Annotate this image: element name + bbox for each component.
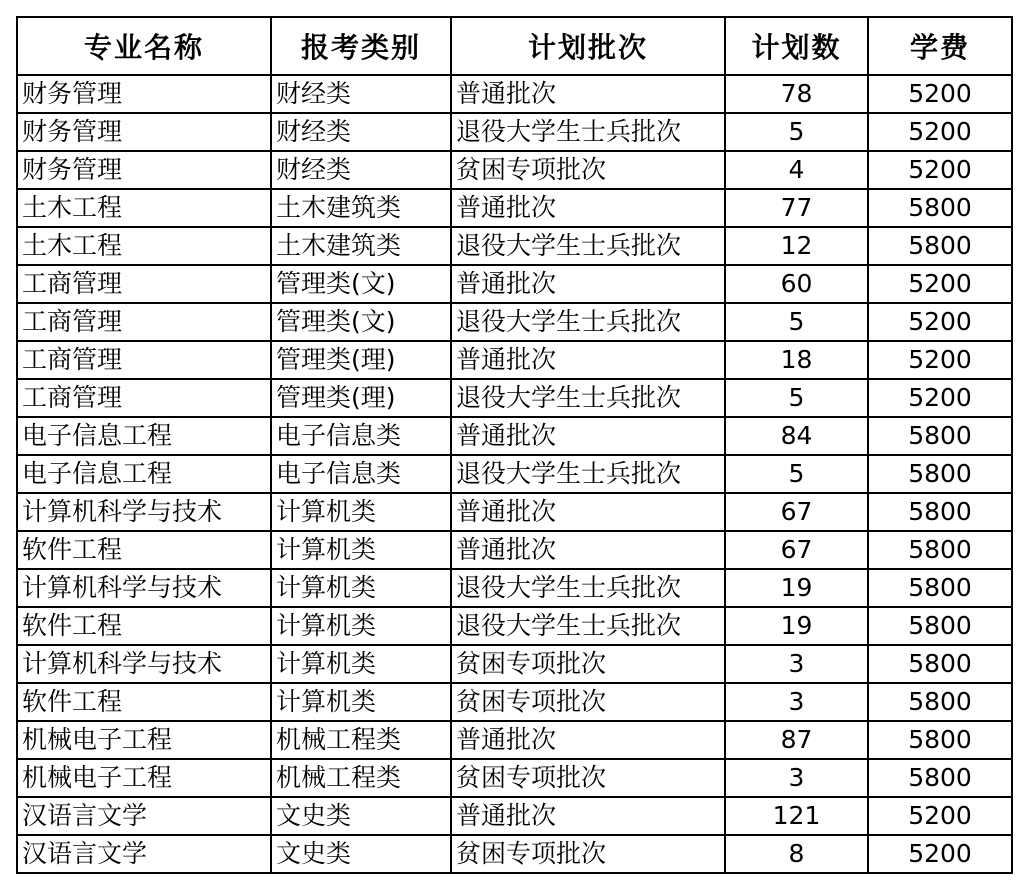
plan-count-cell: 87 <box>725 721 868 759</box>
tuition-cell: 5200 <box>868 265 1012 303</box>
header-row <box>17 17 1012 75</box>
table-row <box>17 113 1012 151</box>
plan-count-cell: 4 <box>725 151 868 189</box>
tuition-cell: 5800 <box>868 189 1012 227</box>
tuition-cell: 5800 <box>868 759 1012 797</box>
table-body <box>17 75 1012 873</box>
table-row <box>17 721 1012 759</box>
tuition-cell: 5800 <box>868 227 1012 265</box>
tuition-cell: 5800 <box>868 455 1012 493</box>
tuition-cell: 5200 <box>868 303 1012 341</box>
major-name-cell: 软件工程 <box>17 607 271 645</box>
table-row <box>17 303 1012 341</box>
tuition-cell: 5800 <box>868 531 1012 569</box>
major-name-cell: 计算机科学与技术 <box>17 493 271 531</box>
table-row <box>17 417 1012 455</box>
major-name-cell: 电子信息工程 <box>17 455 271 493</box>
plan-batch-cell: 退役大学生士兵批次 <box>451 607 725 645</box>
major-name-cell: 土木工程 <box>17 189 271 227</box>
plan-count-cell: 67 <box>725 493 868 531</box>
exam-category-cell: 计算机类 <box>271 531 451 569</box>
tuition-cell: 5800 <box>868 417 1012 455</box>
major-name-cell: 工商管理 <box>17 341 271 379</box>
major-name-cell: 机械电子工程 <box>17 721 271 759</box>
plan-batch-cell: 普通批次 <box>451 493 725 531</box>
plan-count-cell: 84 <box>725 417 868 455</box>
plan-batch-cell: 普通批次 <box>451 265 725 303</box>
plan-batch-cell: 退役大学生士兵批次 <box>451 569 725 607</box>
major-name-cell: 计算机科学与技术 <box>17 569 271 607</box>
tuition-cell: 5800 <box>868 721 1012 759</box>
plan-batch-cell: 退役大学生士兵批次 <box>451 455 725 493</box>
table-row <box>17 683 1012 721</box>
plan-batch-cell: 退役大学生士兵批次 <box>451 379 725 417</box>
tuition-cell: 5200 <box>868 113 1012 151</box>
header-major-name: 专业名称 <box>17 17 271 75</box>
plan-count-cell: 5 <box>725 113 868 151</box>
exam-category-cell: 计算机类 <box>271 569 451 607</box>
plan-batch-cell: 普通批次 <box>451 417 725 455</box>
major-name-cell: 工商管理 <box>17 303 271 341</box>
tuition-cell: 5800 <box>868 493 1012 531</box>
tuition-cell: 5200 <box>868 835 1012 873</box>
plan-batch-cell: 退役大学生士兵批次 <box>451 303 725 341</box>
plan-batch-cell: 贫困专项批次 <box>451 683 725 721</box>
tuition-cell: 5200 <box>868 379 1012 417</box>
major-name-cell: 汉语言文学 <box>17 835 271 873</box>
plan-count-cell: 67 <box>725 531 868 569</box>
major-name-cell: 工商管理 <box>17 265 271 303</box>
exam-category-cell: 土木建筑类 <box>271 189 451 227</box>
exam-category-cell: 土木建筑类 <box>271 227 451 265</box>
major-name-cell: 财务管理 <box>17 75 271 113</box>
major-name-cell: 汉语言文学 <box>17 797 271 835</box>
exam-category-cell: 计算机类 <box>271 493 451 531</box>
exam-category-cell: 计算机类 <box>271 683 451 721</box>
plan-batch-cell: 退役大学生士兵批次 <box>451 227 725 265</box>
plan-batch-cell: 退役大学生士兵批次 <box>451 113 725 151</box>
table-header <box>17 17 1012 75</box>
exam-category-cell: 管理类(理) <box>271 341 451 379</box>
plan-count-cell: 3 <box>725 645 868 683</box>
exam-category-cell: 计算机类 <box>271 645 451 683</box>
plan-count-cell: 19 <box>725 569 868 607</box>
exam-category-cell: 财经类 <box>271 113 451 151</box>
exam-category-cell: 机械工程类 <box>271 721 451 759</box>
table-row <box>17 645 1012 683</box>
header-tuition: 学费 <box>868 17 1012 75</box>
exam-category-cell: 电子信息类 <box>271 417 451 455</box>
plan-count-cell: 18 <box>725 341 868 379</box>
exam-category-cell: 管理类(文) <box>271 303 451 341</box>
tuition-cell: 5200 <box>868 797 1012 835</box>
major-name-cell: 土木工程 <box>17 227 271 265</box>
tuition-cell: 5800 <box>868 683 1012 721</box>
plan-count-cell: 12 <box>725 227 868 265</box>
major-name-cell: 工商管理 <box>17 379 271 417</box>
tuition-cell: 5200 <box>868 341 1012 379</box>
major-name-cell: 财务管理 <box>17 151 271 189</box>
table-row <box>17 835 1012 873</box>
table-row <box>17 759 1012 797</box>
plan-count-cell: 121 <box>725 797 868 835</box>
major-name-cell: 财务管理 <box>17 113 271 151</box>
plan-batch-cell: 普通批次 <box>451 341 725 379</box>
exam-category-cell: 电子信息类 <box>271 455 451 493</box>
table-row <box>17 151 1012 189</box>
table-row <box>17 75 1012 113</box>
plan-count-cell: 60 <box>725 265 868 303</box>
table-row <box>17 569 1012 607</box>
exam-category-cell: 管理类(理) <box>271 379 451 417</box>
major-name-cell: 机械电子工程 <box>17 759 271 797</box>
header-exam-category: 报考类别 <box>271 17 451 75</box>
plan-batch-cell: 普通批次 <box>451 531 725 569</box>
plan-count-cell: 3 <box>725 683 868 721</box>
table-row <box>17 607 1012 645</box>
tuition-cell: 5800 <box>868 607 1012 645</box>
table-row <box>17 493 1012 531</box>
header-plan-batch: 计划批次 <box>451 17 725 75</box>
table-row <box>17 341 1012 379</box>
major-name-cell: 软件工程 <box>17 683 271 721</box>
plan-batch-cell: 贫困专项批次 <box>451 835 725 873</box>
plan-batch-cell: 普通批次 <box>451 721 725 759</box>
tuition-cell: 5200 <box>868 151 1012 189</box>
plan-count-cell: 3 <box>725 759 868 797</box>
table-row <box>17 379 1012 417</box>
plan-count-cell: 5 <box>725 455 868 493</box>
table-row <box>17 531 1012 569</box>
plan-batch-cell: 贫困专项批次 <box>451 151 725 189</box>
exam-category-cell: 文史类 <box>271 835 451 873</box>
plan-batch-cell: 普通批次 <box>451 75 725 113</box>
enrollment-plan-table <box>16 16 1013 874</box>
plan-count-cell: 5 <box>725 379 868 417</box>
exam-category-cell: 管理类(文) <box>271 265 451 303</box>
tuition-cell: 5200 <box>868 75 1012 113</box>
exam-category-cell: 文史类 <box>271 797 451 835</box>
table-row <box>17 227 1012 265</box>
exam-category-cell: 财经类 <box>271 75 451 113</box>
table-row <box>17 455 1012 493</box>
table-row <box>17 265 1012 303</box>
plan-count-cell: 5 <box>725 303 868 341</box>
tuition-cell: 5800 <box>868 569 1012 607</box>
major-name-cell: 软件工程 <box>17 531 271 569</box>
plan-count-cell: 8 <box>725 835 868 873</box>
major-name-cell: 计算机科学与技术 <box>17 645 271 683</box>
header-plan-count: 计划数 <box>725 17 868 75</box>
plan-batch-cell: 贫困专项批次 <box>451 645 725 683</box>
exam-category-cell: 计算机类 <box>271 607 451 645</box>
plan-count-cell: 77 <box>725 189 868 227</box>
major-name-cell: 电子信息工程 <box>17 417 271 455</box>
exam-category-cell: 机械工程类 <box>271 759 451 797</box>
table-row <box>17 189 1012 227</box>
plan-count-cell: 19 <box>725 607 868 645</box>
tuition-cell: 5800 <box>868 645 1012 683</box>
plan-batch-cell: 贫困专项批次 <box>451 759 725 797</box>
plan-batch-cell: 普通批次 <box>451 797 725 835</box>
plan-count-cell: 78 <box>725 75 868 113</box>
exam-category-cell: 财经类 <box>271 151 451 189</box>
plan-batch-cell: 普通批次 <box>451 189 725 227</box>
table-row <box>17 797 1012 835</box>
